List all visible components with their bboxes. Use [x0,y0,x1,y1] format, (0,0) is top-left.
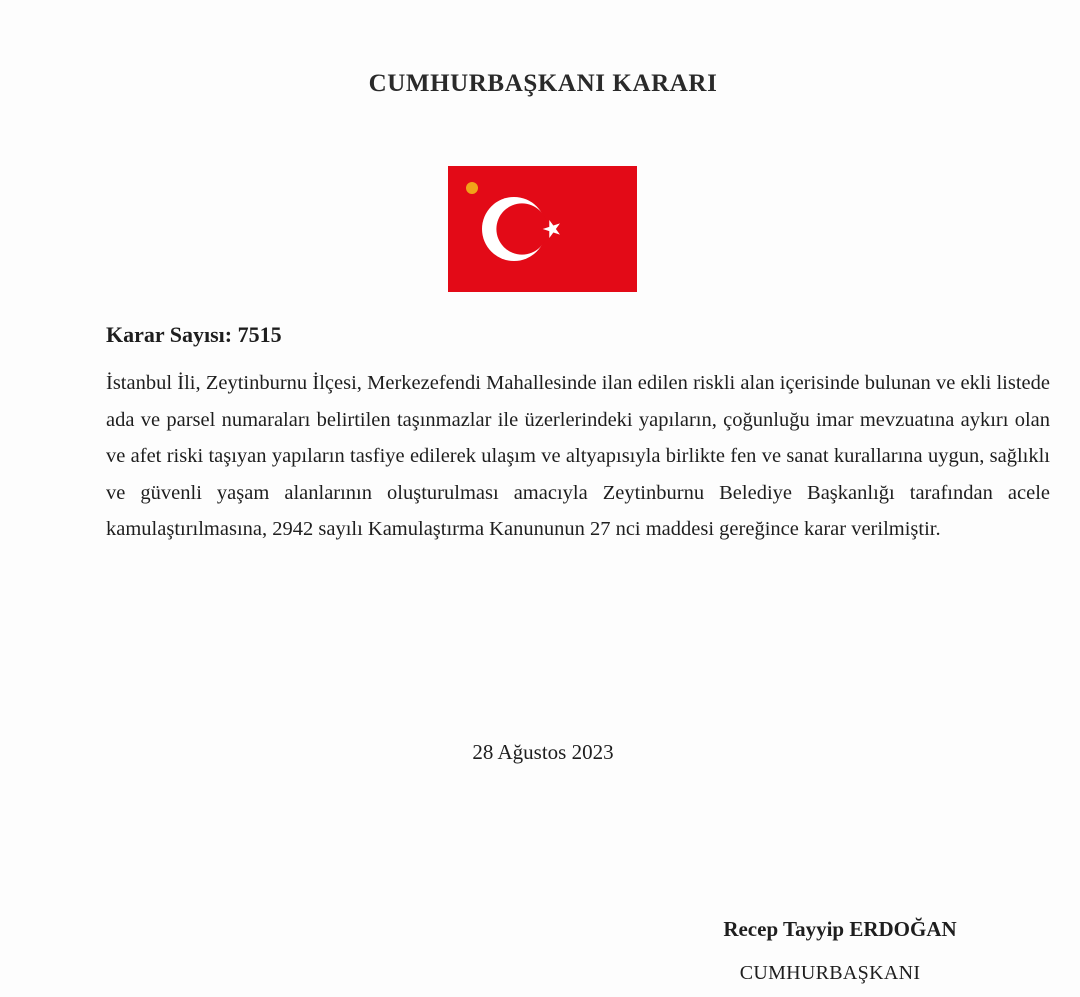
flag-crescent-inner [496,203,547,254]
turkish-flag-icon [448,166,637,292]
decision-body: İstanbul İli, Zeytinburnu İlçesi, Merkezefendi Mahallesinde ilan edilen riskli alan içerisinde bulunan ve ekli listede ada ve parsel numaraları belirtilen taşınmazlar ile üzerlerindeki yapıların, çoğunluğu imar mevzuatına aykırı olan ve afet riski taşıyan yapıların tasfiye edilerek ulaşım ve altyapısıyla birlikte fen ve sanat kurallarına uygun, sağlıklı ve güvenli yaşam alanlarının oluşturulması amacıyla Zeytinburnu Belediye Başkanlığı tarafından acele kamulaştırılmasına, 2942 sayılı Kamulaştırma Kanununun 27 nci maddesi gereğince karar verilmiştir. [106,372,1050,541]
signatory-title: CUMHURBAŞKANI [739,962,921,984]
flag-corner-mark [466,182,478,194]
decision-date: 28 Ağustos 2023 [472,740,614,764]
decision-number: Karar Sayısı: 7515 [106,322,282,347]
document-title: CUMHURBAŞKANI KARARI [368,70,718,97]
signatory-name: Recep Tayyip ERDOĞAN [723,917,957,941]
